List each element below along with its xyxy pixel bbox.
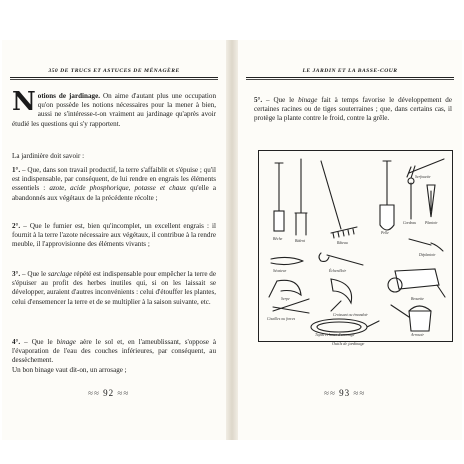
item-1-number: 1°. xyxy=(12,166,21,174)
caption-echenilloir: Échenilloir xyxy=(329,269,347,273)
item-3 xyxy=(12,270,216,307)
item-4-italic: binage xyxy=(56,338,76,346)
caption-serpe: Serpe xyxy=(281,297,290,301)
figure-caption: Outils de jardinage xyxy=(332,341,365,346)
item-4-text-end: aère le sol et, en l'ameublissant, s'oppose à l'évaporation de l'eau des couches inférieures, par conséquent, au dessèchement. xyxy=(12,338,216,365)
caption-croissant: Croissant ou émondoir xyxy=(333,313,368,317)
item-3-number: 3°. xyxy=(12,270,21,278)
item-1-text-end: qu'elle a abandonnés aux végétaux de la précédente récolte ; xyxy=(12,184,216,202)
lead-line: La jardinière doit savoir : xyxy=(12,152,85,160)
item-5-italic: binage xyxy=(298,96,318,104)
page-number-right: ≈≈ 93 ≈≈ xyxy=(324,388,366,398)
ornament-left: ≈≈ xyxy=(88,388,104,398)
item-2-text: – Que le fumier est, bien qu'incomplet, un excellent engrais : il fournit à la terre l'azote nécessaire aux végétaux, il contribue à la rendre meuble, il l'approvisionne des éléments vivants ; xyxy=(12,222,216,249)
header-rule-right xyxy=(246,77,454,78)
section-heading: otions de jardinage. xyxy=(37,92,100,100)
item-2-number: 2°. xyxy=(12,222,21,230)
pelle-drawing xyxy=(380,161,394,230)
bident-drawing xyxy=(295,159,307,235)
caption-pelle: Pelle xyxy=(381,231,389,235)
gardening-tools-figure xyxy=(258,150,453,342)
item-1-text: – Que, dans son travail productif, la terre s'affaiblit et s'épuise ; qu'il est indispensable, par conséquent, de lui rendre en engrais les éléments essentiels : xyxy=(12,166,216,193)
caption-brouette: Brouette xyxy=(411,297,424,301)
book-spread xyxy=(0,40,464,440)
caption-cordeau: Cordeau xyxy=(403,221,417,225)
item-5-text: – Que le xyxy=(262,96,299,104)
caption-tuyau: Tuyau et lance d'arrosage xyxy=(315,333,355,337)
running-head-left: 350 DE TRUCS ET ASTUCES DE MÉNAGÈRE xyxy=(48,68,180,74)
secateur-drawing xyxy=(271,257,303,264)
header-rule-right-thin xyxy=(246,79,454,80)
item-4-text: – Que le xyxy=(20,338,57,346)
croissant-drawing xyxy=(331,279,352,311)
item-3-italic: sarclage xyxy=(47,270,73,278)
deplantoir-drawing xyxy=(409,239,443,251)
left-page xyxy=(2,40,226,440)
intro-paragraph xyxy=(12,87,216,129)
item-2 xyxy=(12,222,216,250)
running-head-right: LE JARDIN ET LA BASSE-COUR xyxy=(302,68,398,74)
caption-deplantoir: Déplantoir xyxy=(419,253,436,257)
header-rule-left-thin xyxy=(10,79,218,80)
caption-bident: Bident xyxy=(295,239,305,243)
item-3-text-end: répété est indispensable pour empêcher la terre de s'épuiser au profit des herbes inutiles qui, si on les laissait se développer, auraient d'autres inconvénients : celui d'étouffer les plantes, celui d'ensemencer la terre et de se multiplier à la saison suivante, etc. xyxy=(12,270,216,306)
caption-serfouette: Serfouette xyxy=(415,175,431,179)
page-number-left: ≈≈ 92 ≈≈ xyxy=(88,388,130,398)
header-rule-left xyxy=(10,77,218,78)
cisailles-drawing xyxy=(273,299,309,313)
item-4-last-line: Un bon binage vaut dit-on, un arrosage ; xyxy=(12,365,127,374)
ornament-right: ≈≈ xyxy=(324,388,340,398)
caption-cisailles: Cisailles ou forces xyxy=(267,317,296,321)
rateau-drawing xyxy=(321,161,357,238)
intro-text: On aime d'autant plus une occupation qu'on possède les notions nécessaires pour la mener à bien, aussi ne s'intéresse-t-on vraiment au jardinage qu'après avoir étudié les questions qui s'y rapportent. xyxy=(12,92,216,128)
caption-arrosoir: Arrosoir xyxy=(411,333,424,337)
item-3-text: – Que le xyxy=(20,270,48,278)
item-1-italic: azote, acide phosphorique, potasse et chaux xyxy=(49,184,187,193)
plantoir-drawing xyxy=(427,185,435,217)
item-5-number: 5°. xyxy=(254,96,263,104)
right-page xyxy=(238,40,462,440)
serpe-drawing xyxy=(269,280,301,297)
item-5-text-end: fait à temps favorise le développement de certaines racines ou de tiges souterraines ; que, dans certains cas, il protège la plante contre le froid, contre la grêle. xyxy=(254,96,452,123)
cordeau-drawing xyxy=(408,178,414,219)
book-gutter xyxy=(226,40,238,440)
drop-cap: N xyxy=(12,87,36,117)
caption-plantoir: Plantoir xyxy=(425,221,438,225)
arrosoir-drawing xyxy=(391,305,431,331)
brouette-drawing xyxy=(388,269,445,297)
caption-secateur: Sécateur xyxy=(273,269,287,273)
item-4 xyxy=(12,338,216,375)
item-4-number: 4°. xyxy=(12,338,21,346)
item-1 xyxy=(12,166,216,203)
item-5 xyxy=(254,96,452,124)
caption-beche: Bêche xyxy=(273,237,283,241)
caption-rateau: Râteau xyxy=(337,241,348,245)
echenilloir-drawing xyxy=(319,253,363,265)
beche-drawing xyxy=(274,163,284,231)
